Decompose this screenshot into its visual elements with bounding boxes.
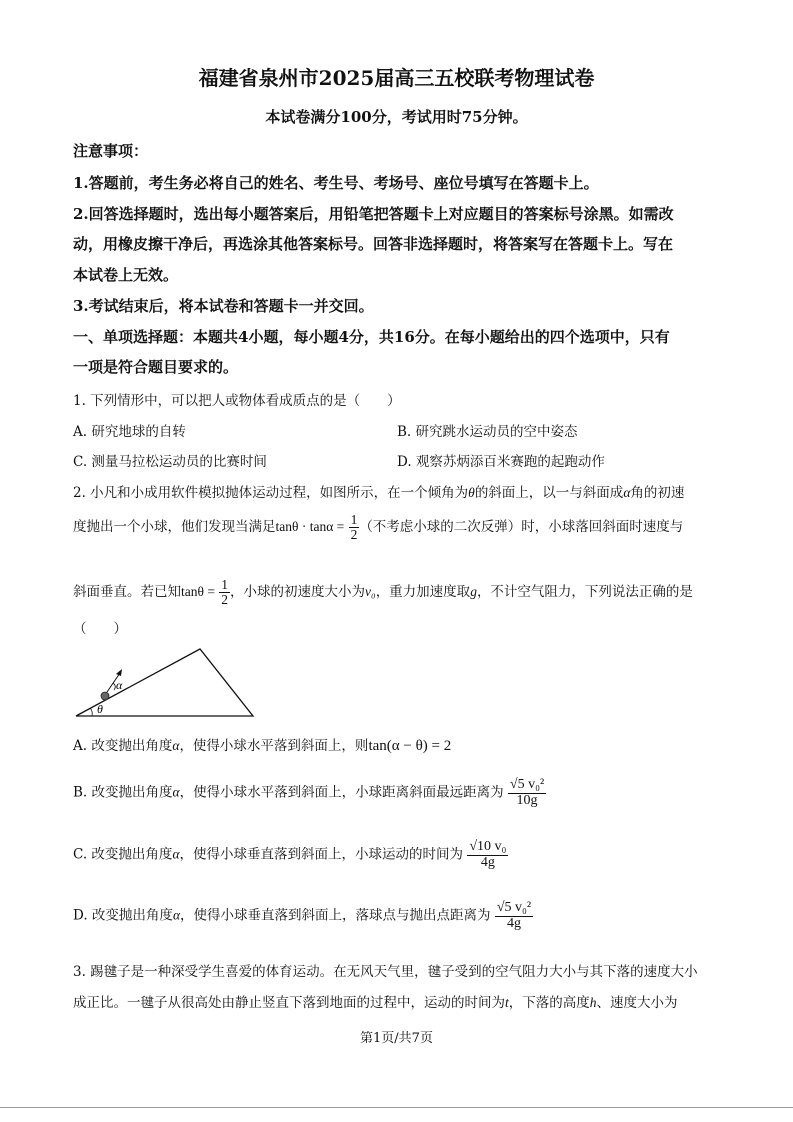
theta-symbol: θ bbox=[468, 485, 475, 500]
question-2-option-a bbox=[73, 734, 451, 755]
section-1-heading-line-2: 一项是符合题目要求的。 bbox=[73, 358, 239, 376]
alpha-arc bbox=[113, 683, 115, 690]
option-c-fraction bbox=[467, 840, 508, 870]
question-2-option-c bbox=[73, 840, 508, 870]
question-1-option-d: D. 观察苏炳添百米赛跑的起跑动作 bbox=[397, 454, 605, 470]
page-title: 福建省泉州市2025届高三五校联考物理试卷 bbox=[198, 66, 595, 90]
fraction-denominator: 2 bbox=[350, 527, 358, 543]
notice-item-1: 1.答题前，考生务必将自己的姓名、考生号、考场号、座位号填写在答题卡上。 bbox=[73, 174, 599, 192]
alpha-symbol: α bbox=[172, 907, 181, 923]
fraction-numerator: 1 bbox=[350, 512, 358, 527]
fraction-numerator: 1 bbox=[221, 577, 228, 592]
option-c-text: ，使得小球垂直落到斜面上，小球运动的时间为 bbox=[179, 846, 464, 863]
option-b-fraction bbox=[508, 778, 546, 808]
question-2-text: 角的初速 bbox=[630, 485, 685, 501]
section-1-heading-line-1: 一、单项选择题：本题共4小题，每小题4分，共16分。在每小题给出的四个选项中，只有 bbox=[73, 328, 670, 346]
notice-item-2-line-2: 动，用橡皮擦干净后，再选涂其他答案标号。回答非选择题时，将答案写在答题卡上。写在 bbox=[73, 235, 674, 253]
question-3-line-2 bbox=[73, 991, 678, 1011]
fraction-denominator: 10g bbox=[516, 792, 538, 808]
question-2-text: （不考虑小球的二次反弹）时，小球落回斜面时速度与 bbox=[359, 519, 684, 536]
question-2-text: ，小球的初速度大小为 bbox=[230, 584, 365, 601]
notice-item-3: 3.考试结束后，将本试卷和答题卡一并交回。 bbox=[73, 297, 374, 315]
question-3-text: 、速度大小为 bbox=[596, 995, 678, 1011]
theta-arc bbox=[90, 708, 92, 716]
question-2-text: ，重力加速度取 bbox=[375, 584, 471, 601]
question-2-text: ，不计空气阻力，下列说法正确的是 bbox=[476, 584, 693, 601]
question-2-line-4: （ ） bbox=[73, 621, 127, 637]
notice-item-2-line-3: 本试卷上无效。 bbox=[73, 266, 179, 284]
question-1-stem: 1. 下列情形中，可以把人或物体看成质点的是（ ） bbox=[73, 393, 401, 409]
option-d-label: D. 改变抛出角度 bbox=[73, 907, 173, 924]
option-a-label: A. 改变抛出角度 bbox=[73, 738, 173, 754]
question-2-option-d bbox=[73, 901, 533, 931]
page-footer: 第1页/共7页 bbox=[360, 1031, 433, 1046]
fraction-numerator: √5 v₀² bbox=[496, 900, 532, 915]
question-2-option-b bbox=[73, 778, 546, 808]
option-a-expression: tan(α − θ) = 2 bbox=[368, 738, 452, 754]
question-2-text: 2. 小凡和小成用软件模拟抛体运动过程，如图所示，在一个倾角为 bbox=[73, 485, 469, 501]
fraction-numerator: √10 v₀ bbox=[469, 839, 507, 854]
v0-symbol: v₀ bbox=[365, 584, 376, 600]
known-fraction bbox=[219, 578, 230, 607]
g-symbol: g bbox=[470, 584, 477, 600]
option-c-label: C. 改变抛出角度 bbox=[73, 846, 173, 863]
fraction-denominator: 4g bbox=[480, 854, 495, 870]
figure-alpha-label: α bbox=[116, 678, 123, 692]
alpha-symbol: α bbox=[623, 485, 631, 500]
question-3-text: ，下落的高度 bbox=[508, 995, 590, 1011]
notice-heading: 注意事项： bbox=[73, 142, 149, 160]
question-3-line-1: 3. 踢毽子是一种深受学生喜爱的体育运动。在无风天气里，毽子受到的空气阻力大小与其下落的速度大小 bbox=[73, 964, 698, 980]
option-d-fraction bbox=[495, 901, 533, 931]
incline-figure bbox=[70, 640, 270, 720]
fraction-denominator: 2 bbox=[221, 592, 228, 608]
condition-fraction bbox=[349, 513, 360, 542]
question-3-text: 成正比。一毽子从很高处由静止竖直下落到地面的过程中，运动的时间为 bbox=[73, 995, 505, 1011]
option-b-text: ，使得小球水平落到斜面上，小球距离斜面最远距离为 bbox=[179, 784, 504, 801]
alpha-symbol: α bbox=[172, 846, 180, 862]
option-d-text: ，使得小球垂直落到斜面上，落球点与抛出点距离为 bbox=[180, 907, 491, 924]
velocity-arrowhead bbox=[116, 669, 122, 676]
exam-subtitle: 本试卷满分100分，考试用时75分钟。 bbox=[265, 108, 528, 126]
figure-theta-label: θ bbox=[97, 702, 103, 716]
t-symbol: t bbox=[505, 995, 509, 1010]
page-bottom-divider bbox=[0, 1107, 793, 1108]
known-tan-expression: tanθ = bbox=[181, 584, 215, 600]
option-a-text: ，使得小球水平落到斜面上，则 bbox=[179, 738, 369, 754]
question-2-text: 的斜面上，以一与斜面成 bbox=[474, 485, 624, 501]
question-1-option-b: B. 研究跳水运动员的空中姿态 bbox=[397, 424, 578, 440]
option-b-label: B. 改变抛出角度 bbox=[73, 784, 173, 801]
alpha-symbol: α bbox=[172, 738, 180, 753]
question-2-text: 斜面垂直。若已知 bbox=[73, 584, 181, 601]
notice-item-2-line-1: 2.回答选择题时，选出每小题答案后，用铅笔把答题卡上对应题目的答案标号涂黑。如需改 bbox=[73, 205, 674, 223]
h-symbol: h bbox=[589, 995, 597, 1010]
fraction-denominator: 4g bbox=[506, 915, 521, 931]
question-2-text: 度抛出一个小球，他们发现当满足 bbox=[73, 519, 276, 536]
alpha-symbol: α bbox=[172, 784, 180, 800]
ball bbox=[101, 692, 109, 700]
question-1-option-a: A. 研究地球的自转 bbox=[73, 424, 186, 440]
fraction-numerator: √5 v₀² bbox=[509, 777, 545, 792]
question-2-line-1 bbox=[73, 481, 684, 501]
question-1-option-c: C. 测量马拉松运动员的比赛时间 bbox=[73, 454, 267, 470]
question-2-line-3 bbox=[73, 578, 693, 607]
condition-expression: tanθ · tanα = bbox=[275, 519, 345, 535]
question-2-line-2 bbox=[73, 513, 683, 542]
